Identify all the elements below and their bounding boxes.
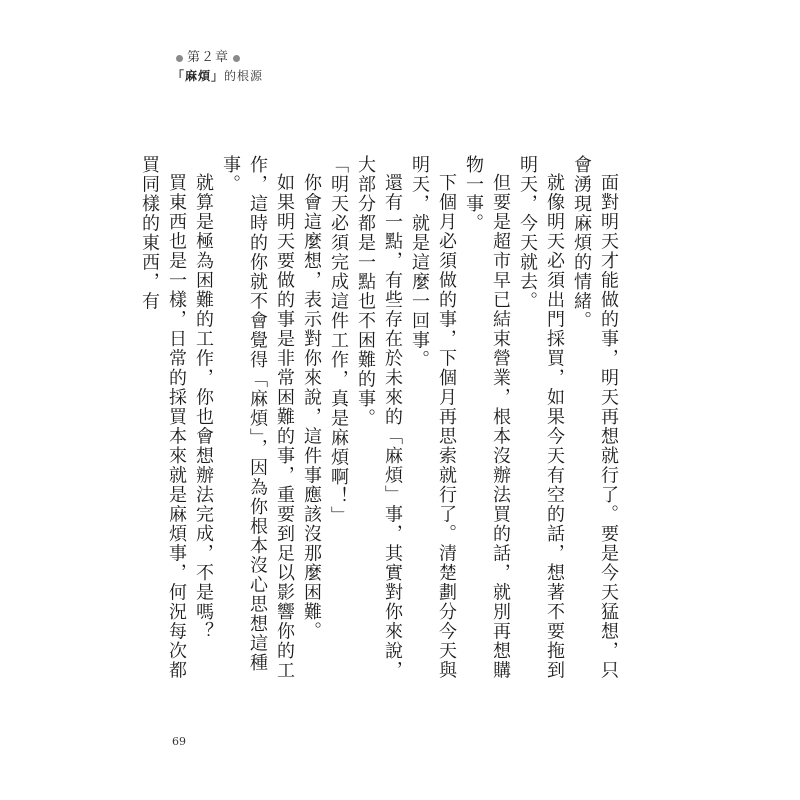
paragraph: 面對明天才能做的事，明天再想就行了。要是今天猛想，只會湧現麻煩的情緒。 [571, 155, 619, 680]
paragraph: 你會這麼想，表示對你來說，這件事應該沒那麼困難。 [301, 173, 322, 641]
chapter-subtitle [172, 68, 263, 84]
paragraph: 下個月必須做的事，下個月再思索就行了。清楚劃分今天與明天，就是這麼一回事。 [409, 155, 457, 680]
chapter-label [172, 50, 263, 66]
paragraph: 就算是極為困難的工作，你也會想辦法完成，不是嗎？ [193, 173, 214, 641]
bullet-dot-icon [233, 55, 240, 62]
running-header [172, 50, 263, 84]
quoted-line: 「明天必須完成這件工作，真是麻煩啊！」 [328, 155, 349, 526]
paragraph: 但要是超市早已結束營業，根本沒辦法買的話，就別再想購物一事。 [463, 155, 511, 680]
chapter-subtitle-rest: 的根源 [224, 69, 264, 83]
chapter-number: 第２章 [187, 50, 230, 65]
paragraph: 就像明天必須出門採買，如果今天有空的話，想著不要拖到明天，今天就去。 [517, 155, 565, 680]
chapter-subtitle-keyword: 「麻煩」 [172, 69, 225, 83]
paragraph: 如果明天要做的事是非常困難的事，重要到足以影響你的工作，這時的你就不會覺得「麻煩」，因為你根本沒心思想這種事。 [220, 155, 295, 680]
page-number: 69 [172, 735, 186, 748]
paragraph: 還有一點，有些存在於未來的「麻煩」事，其實對你來說，大部分都是一點也不困難的事。 [355, 155, 403, 680]
vertical-body-text [136, 155, 622, 695]
bullet-dot-icon [176, 55, 183, 62]
paragraph: 買東西也是一樣，日常的採買本來就是麻煩事，何況每次都買同樣的東西，有 [139, 155, 187, 680]
